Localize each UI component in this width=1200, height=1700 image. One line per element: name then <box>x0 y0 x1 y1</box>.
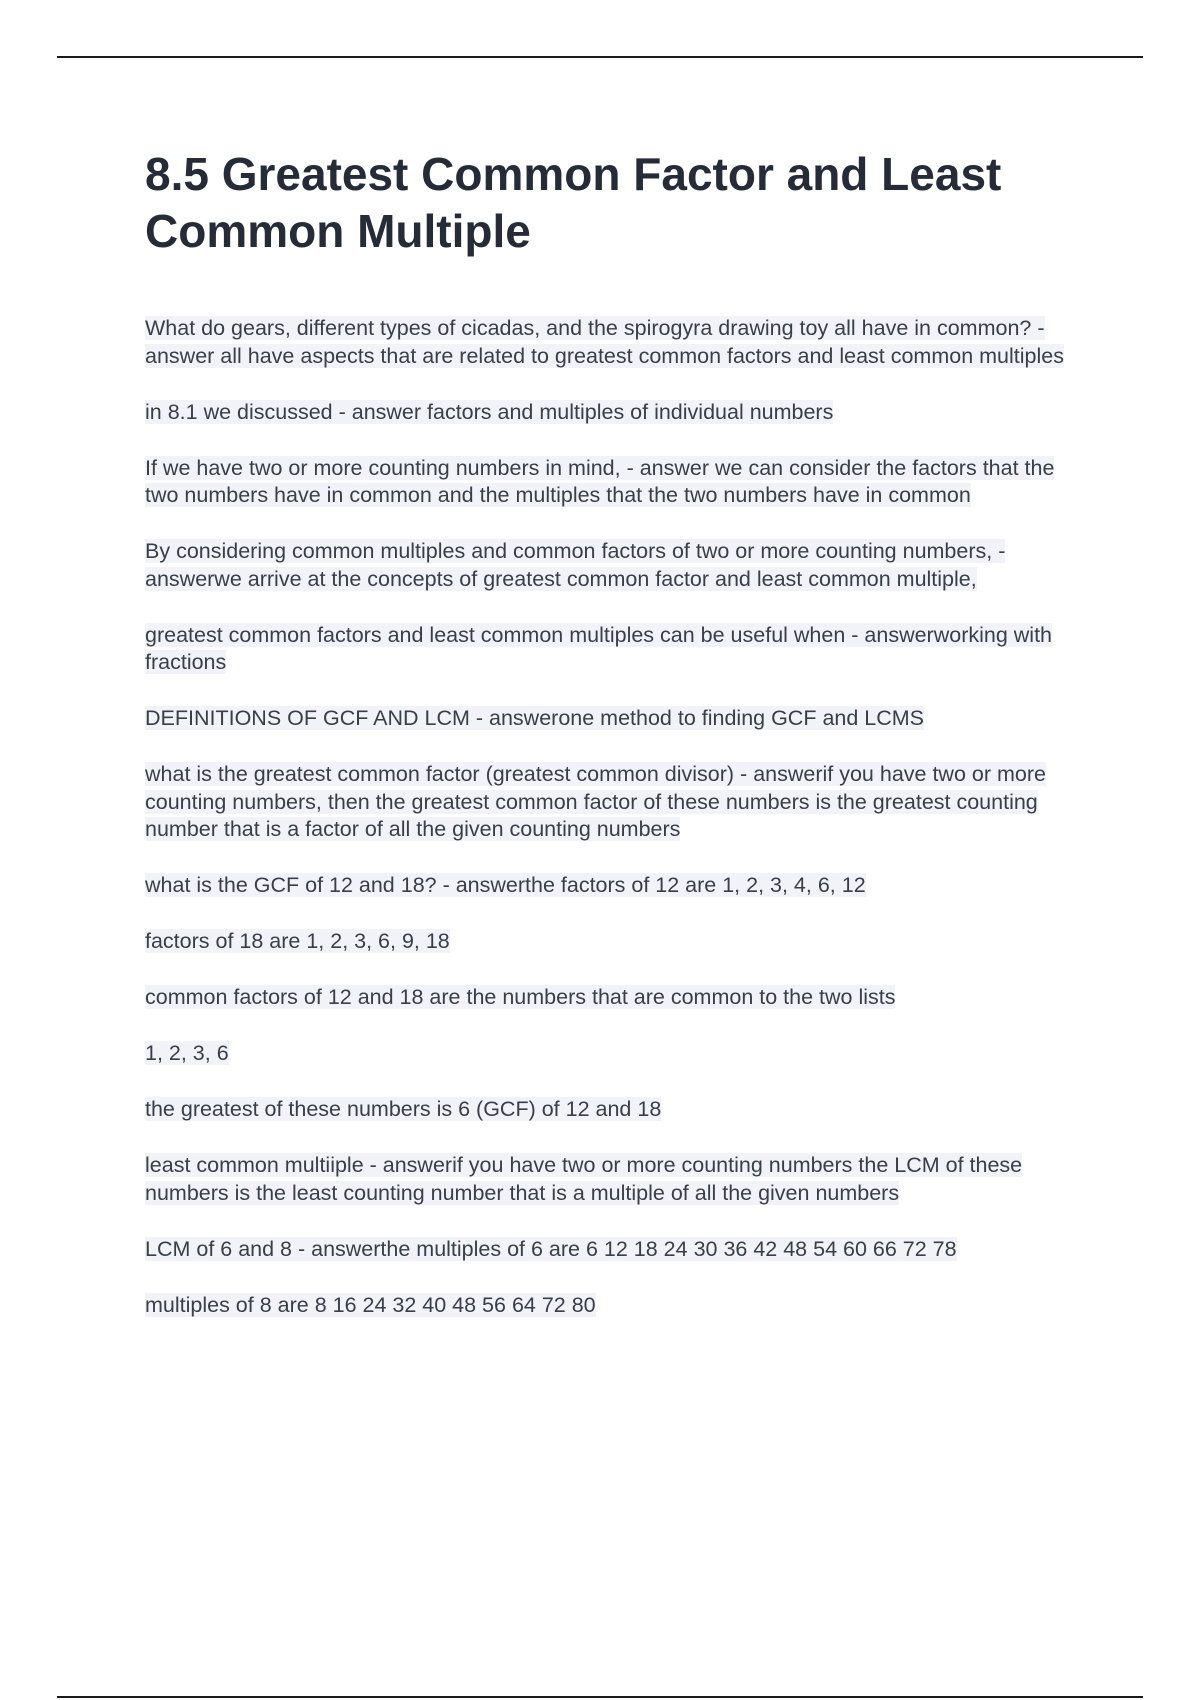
entry-text: what is the greatest common factor (greatest common divisor) - answerif you have two or more counting numbers, then the greatest common factor of these numbers is the greatest counting number that is a factor of all the given counting numbers <box>145 762 1046 841</box>
flashcard-entry <box>145 928 1085 956</box>
page-title: 8.5 Greatest Common Factor and Least Common Multiple <box>145 148 1002 257</box>
entry-text: 1, 2, 3, 6 <box>145 1041 229 1065</box>
entry-text: in 8.1 we discussed - answer factors and multiples of individual numbers <box>145 399 834 424</box>
flashcard-list <box>145 315 1085 1319</box>
entry-text: common factors of 12 and 18 are the numbers that are common to the two lists <box>145 985 896 1009</box>
entry-text: DEFINITIONS OF GCF AND LCM - answerone method to finding GCF and LCMS <box>145 706 925 730</box>
flashcard-entry <box>145 538 1085 593</box>
bottom-divider <box>57 1696 1143 1698</box>
flashcard-entry <box>145 984 1085 1012</box>
flashcard-entry <box>145 315 1085 370</box>
entry-text: greatest common factors and least common multiples can be useful when - answerworking with fractions <box>145 622 1052 674</box>
entry-text: factors of 18 are 1, 2, 3, 6, 9, 18 <box>145 929 450 953</box>
document-body <box>145 146 1085 1348</box>
flashcard-entry <box>145 622 1085 677</box>
entry-text: By considering common multiples and common factors of two or more counting numbers, - answerwe arrive at the concepts of greatest common factor and least common multiple, <box>145 539 1006 591</box>
entry-text: the greatest of these numbers is 6 (GCF) of 12 and 18 <box>145 1097 662 1121</box>
flashcard-entry <box>145 1152 1085 1207</box>
flashcard-entry <box>145 872 1085 900</box>
flashcard-entry <box>145 1292 1085 1320</box>
flashcard-entry <box>145 1236 1085 1264</box>
flashcard-entry <box>145 705 1085 733</box>
flashcard-entry <box>145 1096 1085 1124</box>
entry-text: What do gears, different types of cicadas, and the spirogyra drawing toy all have in common? - answer all have aspects that are related to greatest common factors and least common multiples <box>145 316 1064 368</box>
entry-text: LCM of 6 and 8 - answerthe multiples of 6 are 6 12 18 24 30 36 42 48 54 60 66 72 78 <box>145 1236 957 1261</box>
entry-text: what is the GCF of 12 and 18? - answerthe factors of 12 are 1, 2, 3, 4, 6, 12 <box>145 873 866 897</box>
flashcard-entry <box>145 761 1085 844</box>
flashcard-entry <box>145 1040 1085 1068</box>
flashcard-entry <box>145 399 1085 427</box>
entry-text: least common multiiple - answerif you have two or more counting numbers the LCM of these numbers is the least counting number that is a multiple of all the given numbers <box>145 1153 1023 1205</box>
entry-text: multiples of 8 are 8 16 24 32 40 48 56 64 72 80 <box>145 1292 596 1317</box>
entry-text: If we have two or more counting numbers in mind, - answer we can consider the factors that the two numbers have in common and the multiples that the two numbers have in common <box>145 455 1055 507</box>
top-divider <box>57 56 1143 58</box>
flashcard-entry <box>145 455 1085 510</box>
